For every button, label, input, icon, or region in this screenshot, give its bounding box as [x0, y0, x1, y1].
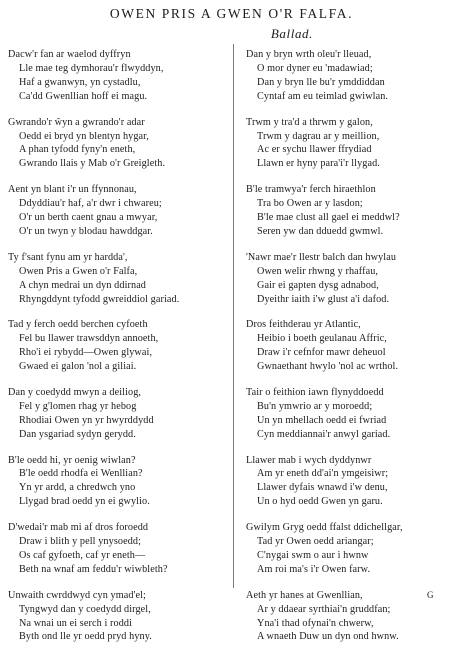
verse-line: Llawn er hyny para'i'r llygad. — [257, 158, 380, 170]
verse-line: Llygad brad oedd yn ei gwylio. — [19, 496, 150, 508]
page-signature-mark: G — [427, 590, 434, 600]
verse-line: Byth ond lle yr oedd pryd hyny. — [19, 631, 152, 643]
stanza — [246, 521, 463, 589]
verse-line: Haf a gwanwyn, yn cystadlu, — [19, 76, 141, 88]
stanza — [246, 386, 463, 454]
stanza — [8, 318, 230, 386]
verse-line: Am yr eneth dd'ai'n ymgeisiwr; — [257, 468, 389, 480]
verse-line: Ddyddiau'r haf, a'r dwr i chwareu; — [19, 198, 162, 210]
verse-line: Gwnaethant hwylo 'nol ac wrthol. — [257, 361, 399, 373]
verse-line: Tair o feithion iawn flynyddoedd — [246, 386, 384, 398]
verse-line: Ty f'sant fynu am yr hardda', — [8, 251, 128, 263]
verse-line: Trwm y tra'd a thrwm y galon, — [246, 116, 373, 128]
stanza — [8, 116, 230, 184]
stanza — [246, 318, 463, 386]
verse-line: Tyngwyd dan y coedydd dirgel, — [19, 603, 151, 615]
verse-line: B'le mae clust all gael ei meddwl? — [257, 212, 400, 223]
verse-line: Tad yr Owen oedd ariangar; — [257, 536, 374, 548]
verse-line: Gair ei gapten dysg adnabod, — [257, 279, 379, 291]
column-divider — [233, 44, 234, 588]
verse-line: Un o hyd oedd Gwen yn garu. — [257, 496, 383, 508]
verse-line: A chyn medrai un dyn ddirnad — [19, 279, 147, 291]
stanza — [8, 454, 230, 522]
verse-line: Gwilym Gryg oedd ffalst ddichellgar, — [246, 522, 403, 534]
stanza — [8, 589, 230, 656]
verse-line: Trwm y dagrau ar y meillion, — [257, 130, 380, 142]
verse-line: C'nygai swm o aur i hwnw — [257, 549, 369, 561]
verse-line: Fel y g'lomen rhag yr hebog — [19, 400, 137, 412]
verse-line: Gwaed ei galon 'nol a giliai. — [19, 361, 137, 373]
stanza — [246, 48, 463, 116]
verse-line: Gwrando llais y Mab o'r Greigleth. — [19, 158, 166, 170]
verse-line: Bu'n ymwrio ar y moroedd; — [257, 400, 373, 412]
poem-title: OWEN PRIS A GWEN O'R FALFA. — [109, 6, 354, 21]
verse-line: Dacw'r fan ar waelod dyffryn — [8, 49, 131, 60]
verse-line: Yna'i thad ofynai'n chwerw, — [257, 617, 374, 629]
poem-subtitle: Ballad. — [270, 26, 313, 41]
verse-line: Am roi ma's i'r Owen farw. — [257, 563, 371, 575]
stanza — [8, 251, 230, 319]
verse-line: Draw i blith y pell ynysoedd; — [19, 536, 142, 548]
verse-line: Llawer dyfais wnawd i'w denu, — [257, 482, 388, 494]
verse-line: Heibio i boeth geulanau Affric, — [257, 333, 387, 345]
verse-line: B'le tramwya'r ferch hiraethlon — [246, 184, 376, 196]
verse-line: Rhodiai Owen yn yr hwyrddydd — [19, 414, 154, 426]
verse-line: Aeth yr hanes at Gwenllian, — [246, 589, 363, 601]
verse-line: Un yn mhellach oedd ei fwriad — [257, 414, 387, 426]
verse-line: Gwrando'r ŵyn a gwrando'r adar — [8, 116, 145, 128]
verse-line: B'le oedd rhodfa ei Wenllian? — [19, 468, 143, 480]
verse-line: Beth na wnaf am feddu'r wiwbleth? — [19, 563, 168, 575]
stanza — [246, 251, 463, 319]
verse-line: Unwaith cwrddwyd cyn ymad'el; — [8, 589, 146, 601]
verse-line: Draw i'r cefnfor mawr deheuol — [257, 347, 386, 359]
verse-line: Fel bu llawer trawsddyn annoeth, — [19, 333, 159, 345]
verse-line: Yn yr ardd, a chredwch yno — [19, 482, 136, 494]
verse-line: Aent yn blant i'r un ffynnonau, — [8, 184, 137, 196]
verse-line: B'le oedd hi, yr oenig wiwlan? — [8, 454, 136, 466]
verse-line: Ar y ddaear syrthiai'n gruddfan; — [257, 603, 391, 615]
verse-line: A phan tyfodd fyny'n eneth, — [19, 144, 136, 156]
verse-line: D'wedai'r mab mi af dros foroedd — [8, 522, 149, 534]
left-column — [8, 48, 230, 656]
verse-line: Dan y bryn lle bu'r ymddiddan — [257, 76, 385, 88]
verse-line: Owen welir rhwng y rhaffau, — [257, 265, 379, 277]
verse-line: Oedd ei bryd yn blentyn hygar, — [19, 130, 149, 142]
verse-line: Dan ysgariad sydyn gerydd. — [19, 428, 136, 440]
verse-line: O'r un berth caent gnau a mwyar, — [19, 212, 158, 223]
verse-line: Os caf gyfoeth, caf yr eneth— — [19, 549, 146, 561]
stanza — [246, 183, 463, 251]
verse-line: Na wnai un ei serch i roddi — [19, 617, 133, 629]
verse-line: Seren yw dan dduedd gwmwl. — [257, 225, 384, 237]
stanza — [246, 116, 463, 184]
verse-line: Dan y coedydd mwyn a deiliog, — [8, 386, 142, 398]
verse-line: 'Nawr mae'r llestr balch dan hwylau — [246, 251, 397, 263]
verse-line: Owen Pris a Gwen o'r Falfa, — [19, 265, 138, 277]
verse-line: Ac er sychu llawer ffrydiad — [257, 144, 372, 156]
verse-line: Lle mae teg dymhorau'r flwyddyn, — [19, 62, 164, 74]
verse-line: Dros feithderau yr Atlantic, — [246, 319, 361, 331]
verse-line: Llawer mab i wych dyddynwr — [246, 454, 372, 466]
stanza — [8, 386, 230, 454]
verse-line: Tad y ferch oedd berchen cyfoeth — [8, 319, 148, 331]
stanza — [246, 454, 463, 522]
stanza — [8, 48, 230, 116]
verse-line: Tra bo Owen ar y lasdon; — [257, 198, 363, 210]
verse-line: O mor dyner eu 'madawiad; — [257, 62, 373, 74]
right-column — [246, 48, 463, 656]
verse-line: A wnaeth Duw un dyn ond hwnw. — [257, 631, 399, 643]
verse-line: Dan y bryn wrth oleu'r lleuad, — [246, 49, 372, 60]
verse-line: Rhyngddynt tyfodd gwreiddiol gariad. — [19, 293, 180, 305]
verse-line: Cyn meddiannai'r anwyl gariad. — [257, 428, 391, 440]
verse-line: Dyeithr iaith i'w glust a'i dafod. — [257, 293, 390, 305]
verse-line: Ca'dd Gwenllian hoff ei magu. — [19, 90, 148, 102]
verse-line: Rho'i ei rybydd—Owen glywai, — [19, 347, 153, 359]
stanza — [8, 183, 230, 251]
stanza — [8, 521, 230, 589]
verse-line: Cyntaf am eu teimlad gwiwlan. — [257, 90, 389, 102]
verse-line: O'r un twyn y blodau hawddgar. — [19, 225, 153, 237]
